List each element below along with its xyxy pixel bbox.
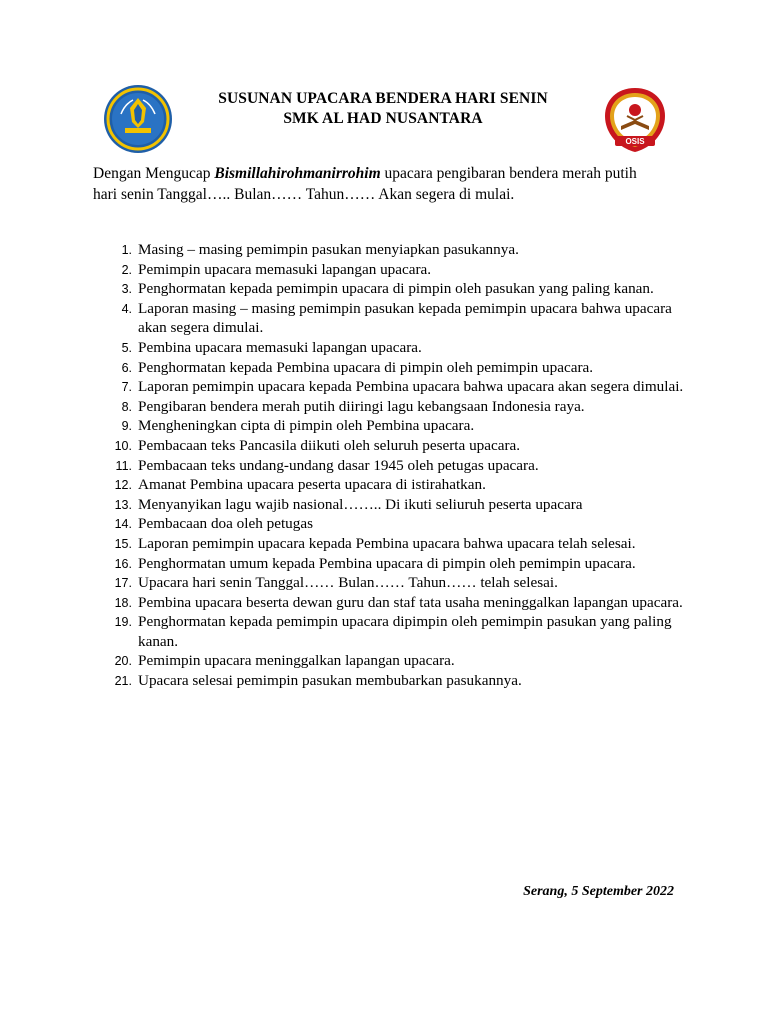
list-item-number: 15.: [114, 536, 132, 551]
list-item-text: Penghormatan umum kepada Pembina upacara di pimpin oleh pemimpin upacara.: [138, 554, 636, 572]
list-item-number: 19.: [114, 615, 132, 630]
list-item: [100, 260, 685, 280]
list-item-number: 21.: [114, 674, 132, 689]
school-name: SMK AL HAD NUSANTARA: [283, 110, 483, 127]
list-item: [100, 671, 685, 691]
list-item-text: Pengibaran bendera merah putih diiringi lagu kebangsaan Indonesia raya.: [138, 397, 585, 415]
list-item-text: Laporan pemimpin upacara kepada Pembina upacara bahwa upacara telah selesai.: [138, 534, 636, 552]
list-item: [100, 456, 685, 476]
list-item: [100, 279, 685, 299]
list-item-number: 8.: [121, 399, 132, 414]
list-item: [100, 514, 685, 534]
list-item-text: Upacara selesai pemimpin pasukan membubarkan pasukannya.: [138, 672, 522, 690]
list-item: [100, 475, 685, 495]
list-item: [100, 495, 685, 515]
list-item-number: 14.: [114, 517, 132, 532]
list-item-text: Penghormatan kepada Pembina upacara di pimpin oleh pemimpin upacara.: [138, 358, 594, 376]
list-item-number: 5.: [121, 340, 132, 355]
list-item-number: 13.: [114, 497, 132, 512]
intro-prefix: Dengan Mengucap: [93, 165, 215, 182]
list-item-number: 11.: [115, 458, 132, 473]
intro-suffix: upacara pengibaran bendera merah putih hari senin Tanggal….. Bulan…… Tahun…… Akan segera di mulai.: [93, 165, 637, 203]
list-item-text: Pembacaan teks Pancasila diikuti oleh seluruh peserta upacara.: [138, 436, 521, 454]
list-item-text: Pembacaan doa oleh petugas: [138, 515, 314, 533]
list-item: [100, 534, 685, 554]
intro-emphasis: Bismillahirohmanirrohim: [214, 165, 381, 182]
list-item-number: 2.: [121, 262, 132, 277]
list-item-text: Upacara hari senin Tanggal…… Bulan…… Tahun…… telah selesai.: [138, 574, 558, 592]
list-item: [100, 358, 685, 378]
list-item-number: 17.: [114, 576, 132, 591]
list-item-number: 4.: [121, 301, 132, 316]
list-item-text: Menyanyikan lagu wajib nasional…….. Di ikuti seliuruh peserta upacara: [138, 495, 583, 513]
list-item: [100, 240, 685, 260]
list-item-number: 9.: [121, 419, 132, 434]
list-item-number: 18.: [114, 595, 132, 610]
list-item-number: 6.: [121, 360, 132, 375]
list-item-text: Penghormatan kepada pemimpin upacara di pimpin oleh pasukan yang paling kanan.: [138, 280, 654, 298]
list-item-text: Amanat Pembina upacara peserta upacara di istirahatkan.: [138, 476, 486, 494]
ceremony-steps-list: [100, 240, 685, 691]
list-item: [100, 612, 685, 651]
list-item-number: 3.: [121, 282, 132, 297]
list-item-text: Pembina upacara memasuki lapangan upacara.: [138, 338, 422, 356]
list-item-number: 7.: [121, 380, 132, 395]
list-item: [100, 397, 685, 417]
osis-logo-text: OSIS: [625, 137, 645, 146]
list-item-text: Laporan pemimpin upacara kepada Pembina upacara bahwa upacara akan segera dimulai.: [138, 378, 684, 396]
list-item-number: 10.: [114, 438, 132, 453]
list-item-text: Pemimpin upacara memasuki lapangan upacara.: [138, 260, 432, 278]
list-item-number: 12.: [114, 478, 132, 493]
list-item: [100, 554, 685, 574]
list-item-number: 1.: [121, 243, 132, 257]
place-date: Serang, 5 September 2022: [523, 884, 674, 899]
document-title: SUSUNAN UPACARA BENDERA HARI SENIN: [218, 90, 548, 107]
list-item-text: Mengheningkan cipta di pimpin oleh Pembina upacara.: [138, 417, 475, 435]
list-item-text: Penghormatan kepada pemimpin upacara dipimpin oleh pemimpin pasukan yang paling kanan.: [138, 613, 672, 650]
list-item: [100, 299, 685, 338]
list-item: [100, 377, 685, 397]
osis-logo-icon: [603, 86, 667, 154]
list-item-text: Masing – masing pemimpin pasukan menyiapkan pasukannya.: [138, 241, 519, 258]
school-logo-icon: [103, 84, 173, 154]
list-item-number: 16.: [114, 556, 132, 571]
list-item-text: Pembacaan teks undang-undang dasar 1945 oleh petugas upacara.: [138, 456, 539, 474]
list-item: [100, 436, 685, 456]
list-item-text: Pemimpin upacara meninggalkan lapangan upacara.: [138, 652, 455, 670]
list-item: [100, 593, 685, 613]
list-item-text: Laporan masing – masing pemimpin pasukan kepada pemimpin upacara bahwa upacara akan segera dimulai.: [138, 299, 672, 337]
list-item: [100, 416, 685, 436]
list-item-text: Pembina upacara beserta dewan guru dan staf tata usaha meninggalkan lapangan upacara.: [138, 593, 683, 611]
list-item: [100, 573, 685, 593]
list-item: [100, 651, 685, 671]
list-item: [100, 338, 685, 358]
list-item-number: 20.: [114, 654, 132, 669]
intro-paragraph: [93, 164, 653, 205]
